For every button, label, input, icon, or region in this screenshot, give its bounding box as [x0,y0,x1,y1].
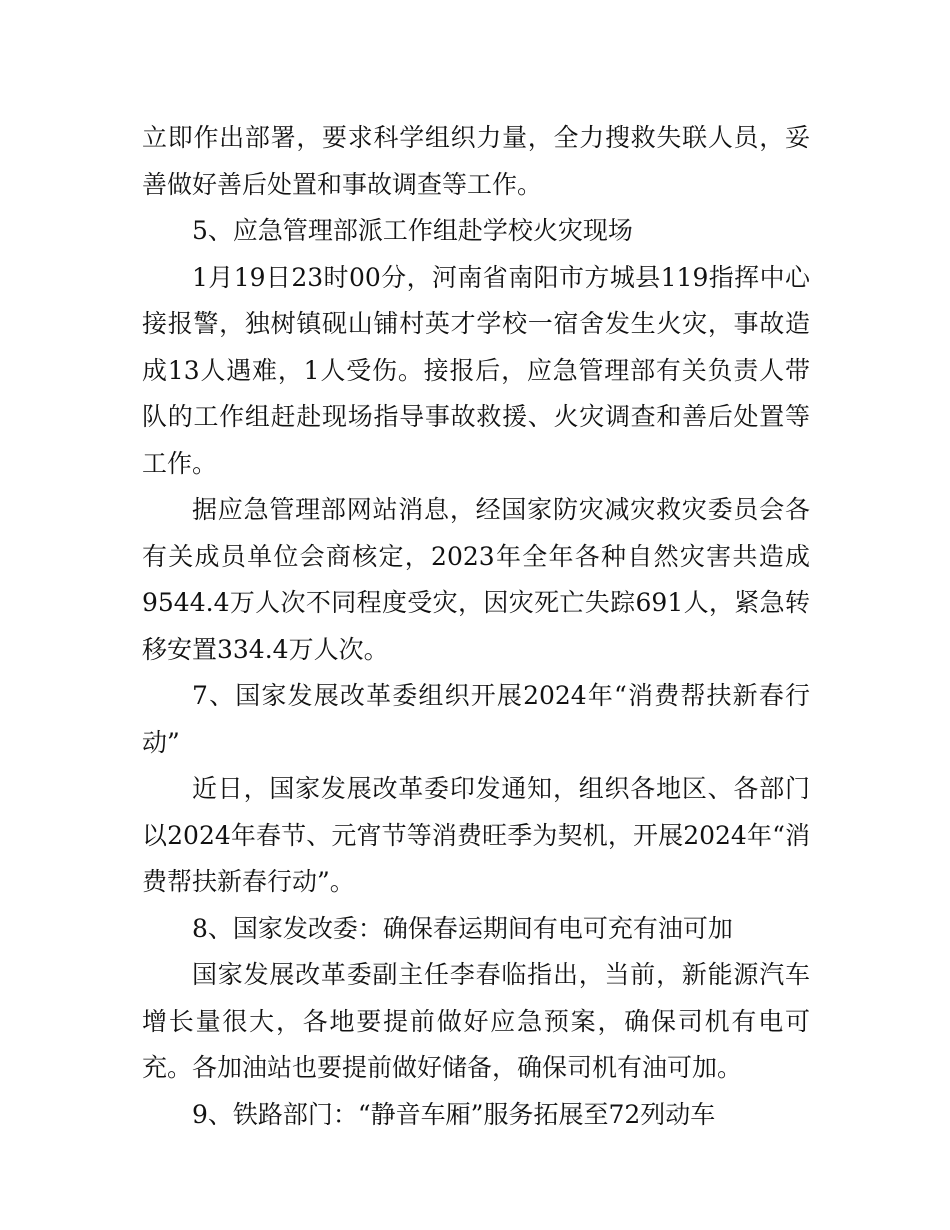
heading-item-9: 9、铁路部门：“静音车厢”服务拓展至72列动车 [192,1099,716,1129]
heading-item-7: 7、国家发展改革委组织开展2024年“消费帮扶新春行动” [142,681,810,757]
heading-item-5: 5、应急管理部派工作组赴学校火灾现场 [192,216,633,245]
paragraph-charging-fuel: 国家发展改革委副主任李春临指出，当前，新能源汽车增长量很大，各地要提前做好应急预案，确保司机有电可充。各加油站也要提前做好储备，确保司机有油可加。 [142,960,810,1082]
document-page [142,115,810,1138]
paragraph-disaster-stats: 据应急管理部网站消息，经国家防灾减灾救灾委员会各有关成员单位会商核定，2023年全年各种自然灾害共造成9544.4万人次不同程度受灾，因灾死亡失踪691人，紧急转移安置334.4万人次。 [142,495,810,664]
paragraph-continuation: 立即作出部署，要求科学组织力量，全力搜救失联人员，妥善做好善后处置和事故调查等工作。 [142,123,810,199]
heading-item-8: 8、国家发改委：确保春运期间有电可充有油可加 [192,913,733,943]
paragraph-fire-report: 1月19日23时00分，河南省南阳市方城县119指挥中心接报警，独树镇砚山铺村英才学校一宿舍发生火灾，事故造成13人遇难，1人受伤。接报后，应急管理部有关负责人带队的工作组赶赴现场指导事故救援、火灾调查和善后处置等工作。 [142,262,810,478]
paragraph-consumption-assistance: 近日，国家发展改革委印发通知，组织各地区、各部门以2024年春节、元宵节等消费旺季为契机，开展2024年“消费帮扶新春行动”。 [142,774,810,896]
